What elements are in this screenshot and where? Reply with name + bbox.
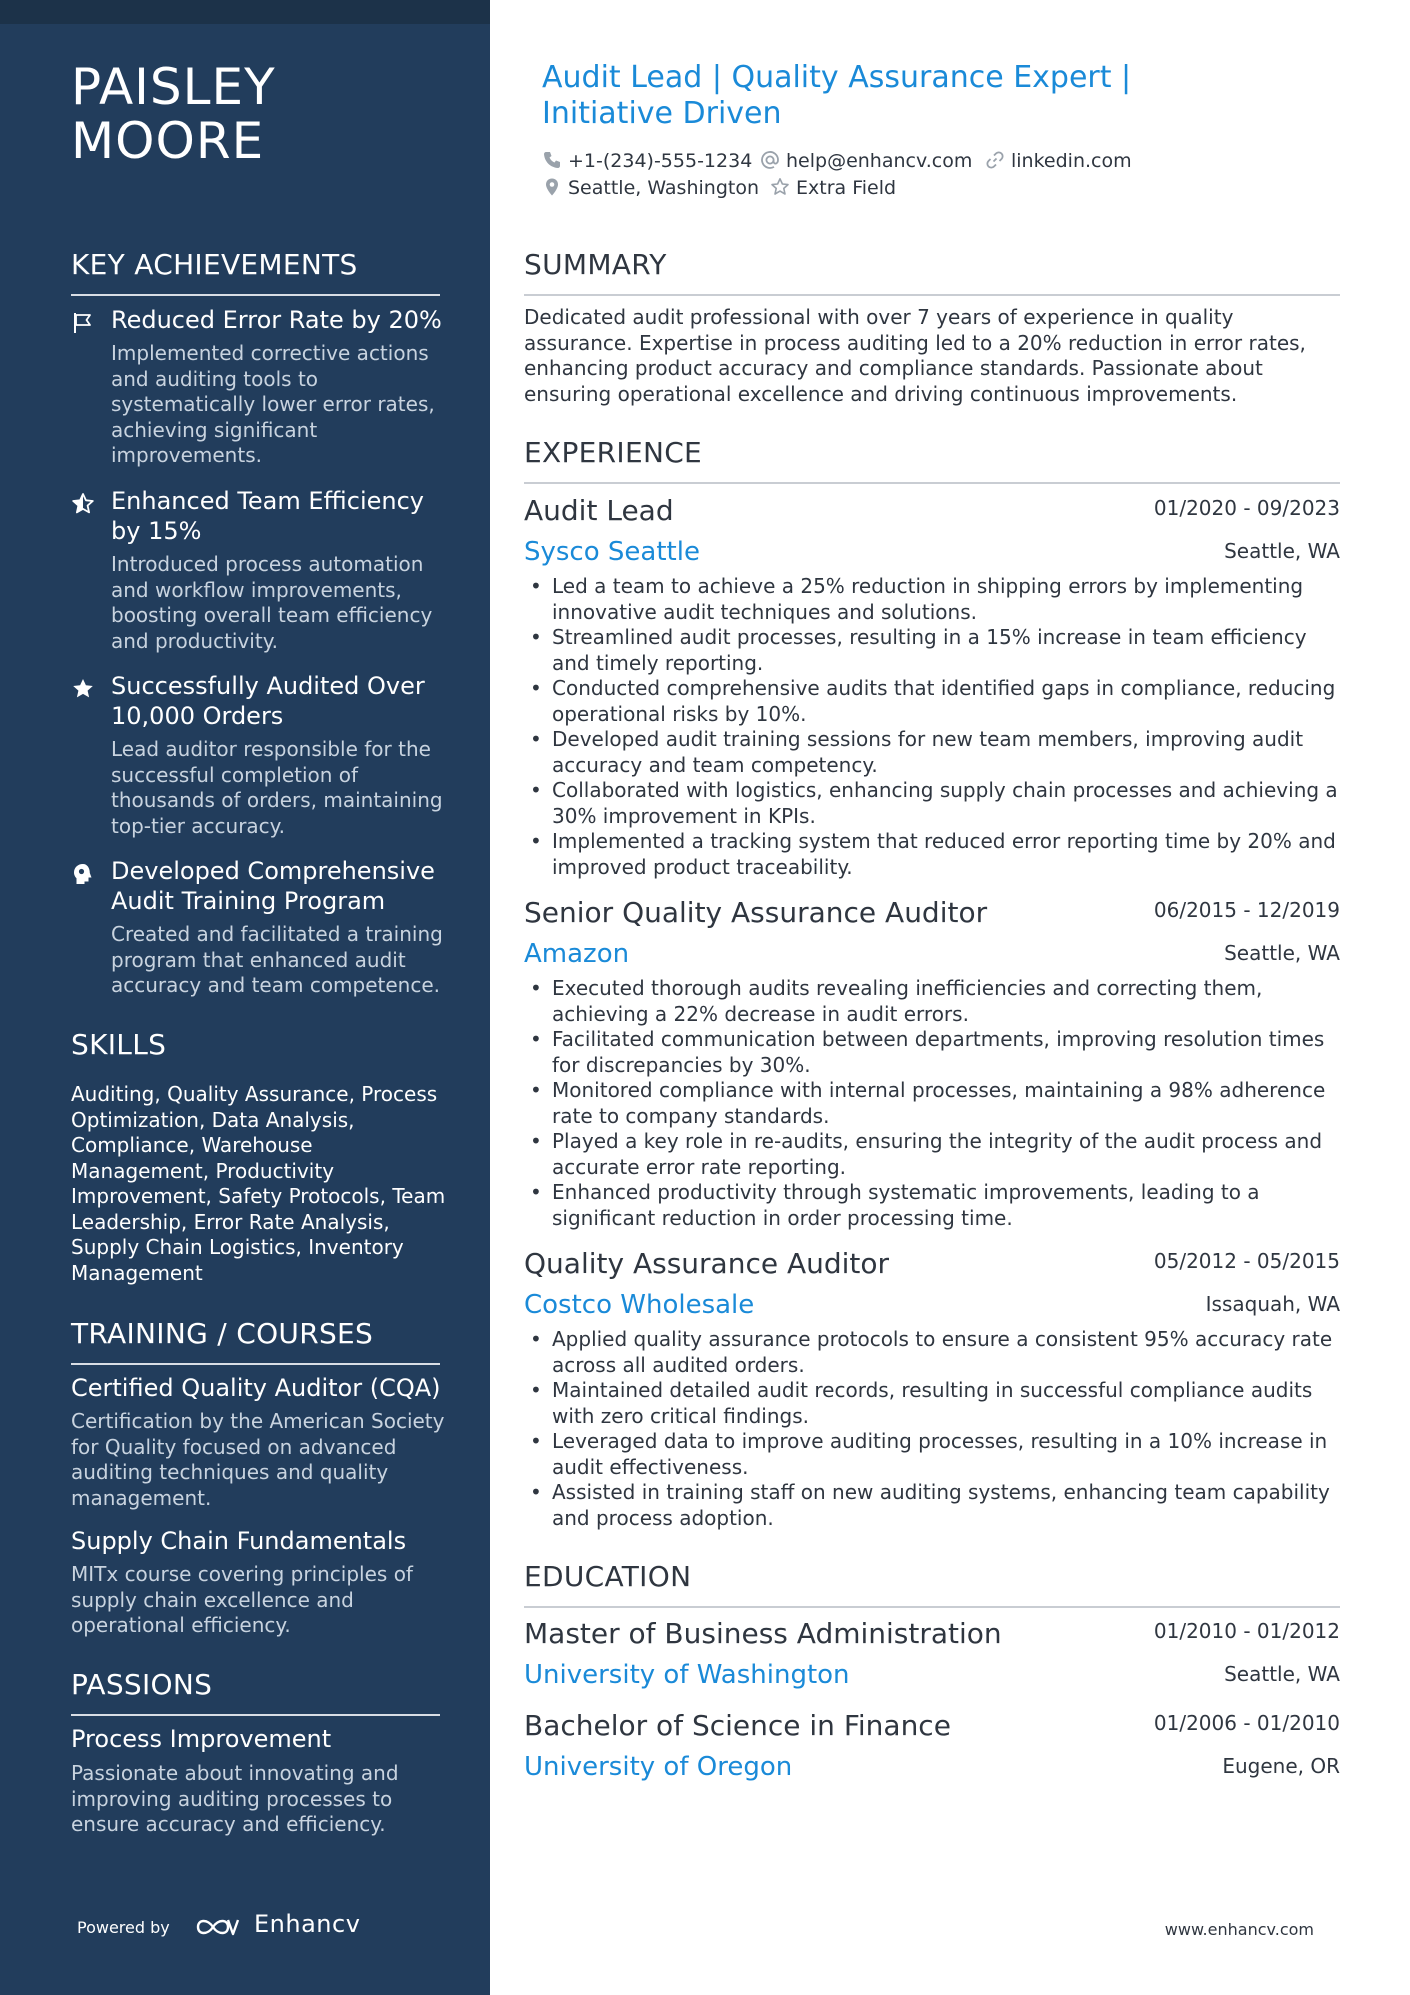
passion-description: Passionate about innovating and improving auditing processes to ensure accuracy and efficiency. bbox=[71, 1761, 399, 1836]
job-title: Audit Lead bbox=[524, 494, 674, 527]
skills-list: Auditing, Quality Assurance, Process Optimization, Data Analysis, Compliance, Warehouse Management, Productivity Improvement, Safety Protocols, Team Leadership, Error Rate Analysis, Supply Chain Logistics, Inventory Management bbox=[71, 1082, 446, 1285]
link-icon bbox=[985, 150, 1005, 170]
summary-text: Dedicated audit professional with over 7 years of experience in quality assurance. Expertise in process auditing led to a 20% reduction in error rates, enhancing product accuracy and compliance standards. Passionate about ensuring operational excellence and driving continuous improvements. bbox=[524, 305, 1306, 406]
location-text: Seattle, Washington bbox=[568, 177, 759, 199]
list-item: • Implemented a tracking system that reduced error reporting time by 20% and improved product traceability. bbox=[524, 829, 1340, 880]
list-item: • Led a team to achieve a 25% reduction in shipping errors by implementing innovative audit techniques and solutions. bbox=[524, 574, 1340, 625]
degree-title: Bachelor of Science in Finance bbox=[524, 1709, 951, 1742]
school-name: University of Washington bbox=[524, 1660, 850, 1690]
star-icon bbox=[71, 677, 95, 701]
course-title: Supply Chain Fundamentals bbox=[71, 1527, 407, 1555]
list-item: • Played a key role in re-audits, ensuring the integrity of the audit process and accurate error rate reporting. bbox=[524, 1129, 1340, 1180]
link-text[interactable]: linkedin.com bbox=[1011, 150, 1132, 172]
list-item: • Applied quality assurance protocols to ensure a consistent 95% accuracy rate across all audited orders. bbox=[524, 1327, 1340, 1378]
achievement-title: Developed Comprehensive Audit Training Program bbox=[111, 857, 435, 915]
job-location: Seattle, WA bbox=[1224, 941, 1340, 965]
experience-divider bbox=[524, 482, 1340, 484]
achievement-description: Introduced process automation and workflow improvements, boosting overall team efficiency and productivity. bbox=[111, 552, 433, 653]
job-dates: 05/2012 - 05/2015 bbox=[1153, 1249, 1340, 1273]
list-item: • Collaborated with logistics, enhancing supply chain processes and achieving a 30% improvement in KPIs. bbox=[524, 778, 1340, 829]
education-heading: EDUCATION bbox=[524, 1560, 692, 1593]
contact-phone bbox=[542, 149, 752, 173]
course-description: MITx course covering principles of supply chain excellence and operational efficiency. bbox=[71, 1562, 413, 1637]
degree-dates: 01/2010 - 01/2012 bbox=[1153, 1619, 1340, 1643]
contact-email[interactable] bbox=[760, 149, 972, 173]
list-item: • Developed audit training sessions for new team members, improving audit accuracy and team competency. bbox=[524, 727, 1340, 778]
name-line-1: PAISLEY bbox=[71, 58, 276, 116]
training-heading: TRAINING / COURSES bbox=[71, 1317, 374, 1350]
school-name: University of Oregon bbox=[524, 1752, 793, 1782]
course-title: Certified Quality Auditor (CQA) bbox=[71, 1374, 441, 1402]
job-company: Amazon bbox=[524, 939, 630, 969]
job-location: Seattle, WA bbox=[1224, 539, 1340, 563]
job-dates: 01/2020 - 09/2023 bbox=[1153, 496, 1340, 520]
achievement-title: Enhanced Team Efficiency by 15% bbox=[111, 487, 424, 545]
course-description: Certification by the American Society for Quality focused on advanced auditing techniques and quality management. bbox=[71, 1409, 445, 1510]
job-bullets bbox=[524, 574, 1340, 880]
achievements-heading: KEY ACHIEVEMENTS bbox=[71, 248, 358, 281]
list-item: • Streamlined audit processes, resulting in a 15% increase in team efficiency and timely reporting. bbox=[524, 625, 1340, 676]
list-item: • Facilitated communication between departments, improving resolution times for discrepancies by 30%. bbox=[524, 1027, 1340, 1078]
contact-extra bbox=[770, 176, 896, 200]
name-line-2: MOORE bbox=[71, 112, 265, 170]
degree-title: Master of Business Administration bbox=[524, 1617, 1002, 1650]
job-company: Costco Wholesale bbox=[524, 1290, 755, 1320]
experience-heading: EXPERIENCE bbox=[524, 436, 703, 469]
training-divider bbox=[71, 1363, 440, 1365]
achievement-title: Reduced Error Rate by 20% bbox=[111, 306, 442, 334]
powered-by-label: Powered by bbox=[77, 1918, 170, 1937]
school-location: Eugene, OR bbox=[1222, 1754, 1340, 1778]
job-location: Issaquah, WA bbox=[1205, 1292, 1340, 1316]
list-item: • Monitored compliance with internal processes, maintaining a 98% adherence rate to company standards. bbox=[524, 1078, 1340, 1129]
list-item: • Maintained detailed audit records, resulting in successful compliance audits with zero critical findings. bbox=[524, 1378, 1340, 1429]
contact-link[interactable] bbox=[985, 149, 1132, 173]
star-outline-icon bbox=[770, 177, 790, 197]
skills-heading: SKILLS bbox=[71, 1028, 167, 1061]
phone-icon bbox=[542, 150, 562, 170]
head-icon bbox=[71, 862, 95, 886]
summary-divider bbox=[524, 294, 1340, 296]
headline: Audit Lead | Quality Assurance Expert | Initiative Driven bbox=[542, 60, 1132, 131]
location-pin-icon bbox=[542, 177, 562, 197]
job-bullets bbox=[524, 976, 1340, 1231]
school-location: Seattle, WA bbox=[1224, 1662, 1340, 1686]
extra-field-text: Extra Field bbox=[796, 177, 897, 199]
achievement-description: Created and facilitated a training program that enhanced audit accuracy and team competence. bbox=[111, 922, 443, 997]
job-bullets bbox=[524, 1327, 1340, 1531]
job-dates: 06/2015 - 12/2019 bbox=[1153, 898, 1340, 922]
phone-text: +1-(234)-555-1234 bbox=[568, 150, 753, 172]
candidate-name bbox=[71, 60, 276, 168]
star-half-icon bbox=[71, 492, 95, 516]
sidebar bbox=[0, 0, 490, 1995]
list-item: • Assisted in training staff on new auditing systems, enhancing team capability and process adoption. bbox=[524, 1480, 1340, 1531]
list-item: • Enhanced productivity through systematic improvements, leading to a significant reduction in order processing time. bbox=[524, 1180, 1340, 1231]
list-item: • Executed thorough audits revealing inefficiencies and correcting them, achieving a 22% decrease in audit errors. bbox=[524, 976, 1340, 1027]
passion-title: Process Improvement bbox=[71, 1725, 332, 1753]
email-text[interactable]: help@enhancv.com bbox=[786, 150, 973, 172]
at-icon bbox=[760, 150, 780, 170]
achievement-description: Implemented corrective actions and auditing tools to systematically lower error rates, achieving significant improvements. bbox=[111, 341, 435, 467]
achievement-description: Lead auditor responsible for the successful completion of thousands of orders, maintaining top-tier accuracy. bbox=[111, 737, 443, 838]
flag-icon bbox=[71, 311, 95, 335]
job-title: Senior Quality Assurance Auditor bbox=[524, 896, 988, 929]
achievements-divider bbox=[71, 294, 440, 296]
list-item: • Conducted comprehensive audits that identified gaps in compliance, reducing operational risks by 10%. bbox=[524, 676, 1340, 727]
passions-heading: PASSIONS bbox=[71, 1668, 213, 1701]
degree-dates: 01/2006 - 01/2010 bbox=[1153, 1711, 1340, 1735]
achievement-title: Successfully Audited Over 10,000 Orders bbox=[111, 672, 425, 730]
job-title: Quality Assurance Auditor bbox=[524, 1247, 890, 1280]
job-company: Sysco Seattle bbox=[524, 537, 700, 567]
footer-url[interactable]: www.enhancv.com bbox=[1164, 1920, 1314, 1939]
education-divider bbox=[524, 1606, 1340, 1608]
contact-location bbox=[542, 176, 759, 200]
enhancv-logo-icon bbox=[195, 1914, 241, 1940]
passions-divider bbox=[71, 1714, 440, 1716]
sidebar-top-bar bbox=[0, 0, 490, 24]
summary-heading: SUMMARY bbox=[524, 248, 667, 281]
enhancv-brand-name: Enhancv bbox=[254, 1910, 361, 1938]
list-item: • Leveraged data to improve auditing processes, resulting in a 10% increase in audit effectiveness. bbox=[524, 1429, 1340, 1480]
